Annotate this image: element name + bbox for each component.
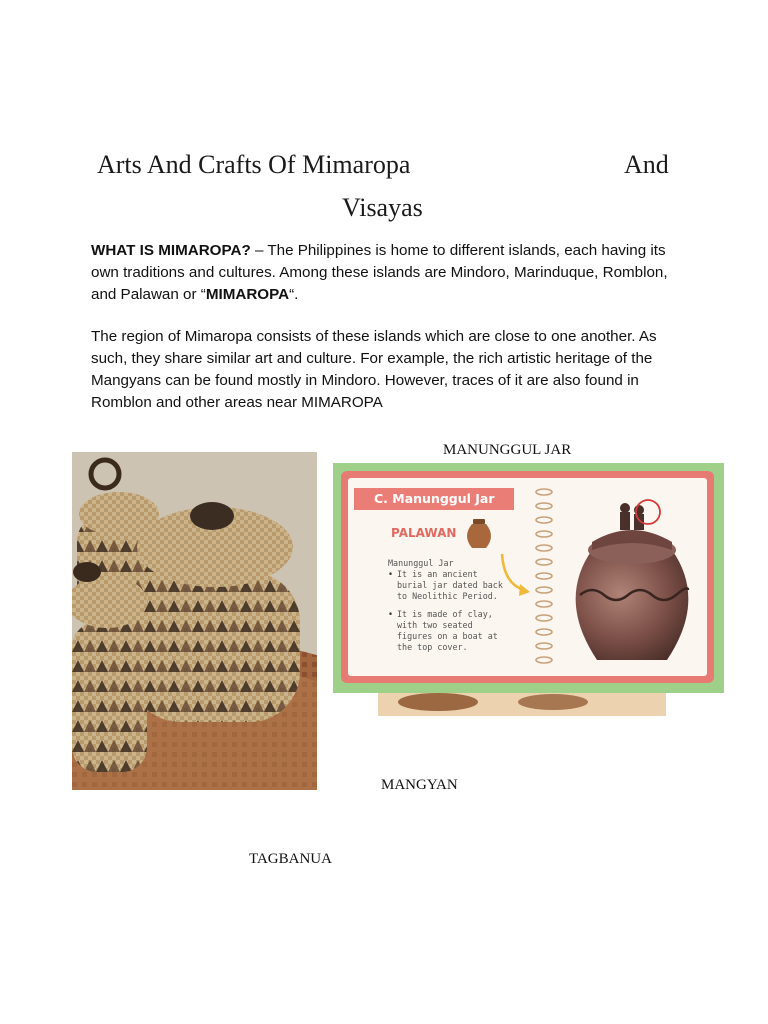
slide-bullet-1: • It is an ancient burial jar dated back to Neolithic Period. [388, 569, 506, 602]
small-jar-icon [464, 518, 494, 552]
caption-mangyan: MANGYAN [381, 777, 458, 793]
mimaropa-bold: MIMAROPA [205, 286, 290, 303]
caption-manunggul-jar: MANUNGGUL JAR [443, 442, 572, 458]
slide-subheading: PALAWAN [391, 526, 457, 540]
slide-description [388, 558, 506, 653]
slide-heading: C. Manunggul Jar [354, 488, 514, 510]
intro-paragraph [91, 240, 681, 306]
manunggul-jar-slide [333, 463, 724, 693]
slide-bullet-2: • It is made of clay, with two seated figures on a boat at the top cover. [388, 609, 506, 653]
manunggul-jar-image [562, 490, 702, 670]
document-title-and: And [624, 150, 669, 179]
question-end: “. [289, 286, 299, 303]
question-text: – The Philippines is home to different islands, each having its own traditions and cultures. Among these islands are Mindoro, Marinduque, Romblon, and Palawan or “ [91, 242, 668, 303]
document-title-visayas: Visayas [342, 193, 423, 222]
slide-label: Manunggul Jar [388, 558, 454, 568]
region-paragraph: The region of Mimaropa consists of these islands which are close to one another. As such, they share similar art and culture. For example, the rich artistic heritage of the Mangyans can be found mostly in Mindoro. However, traces of it are also found in Romblon and other areas near MIMAROPA [91, 328, 657, 411]
slide-frame [341, 471, 714, 683]
spiral-binding-icon [534, 484, 554, 670]
slide-page [348, 478, 707, 676]
question-label: WHAT IS MIMAROPA? [91, 242, 251, 259]
curved-arrow-icon [498, 550, 534, 600]
document-title: Arts And Crafts Of Mimaropa [97, 150, 411, 179]
woven-basket-image [72, 452, 317, 790]
caption-tagbanua: TAGBANUA [249, 851, 332, 867]
